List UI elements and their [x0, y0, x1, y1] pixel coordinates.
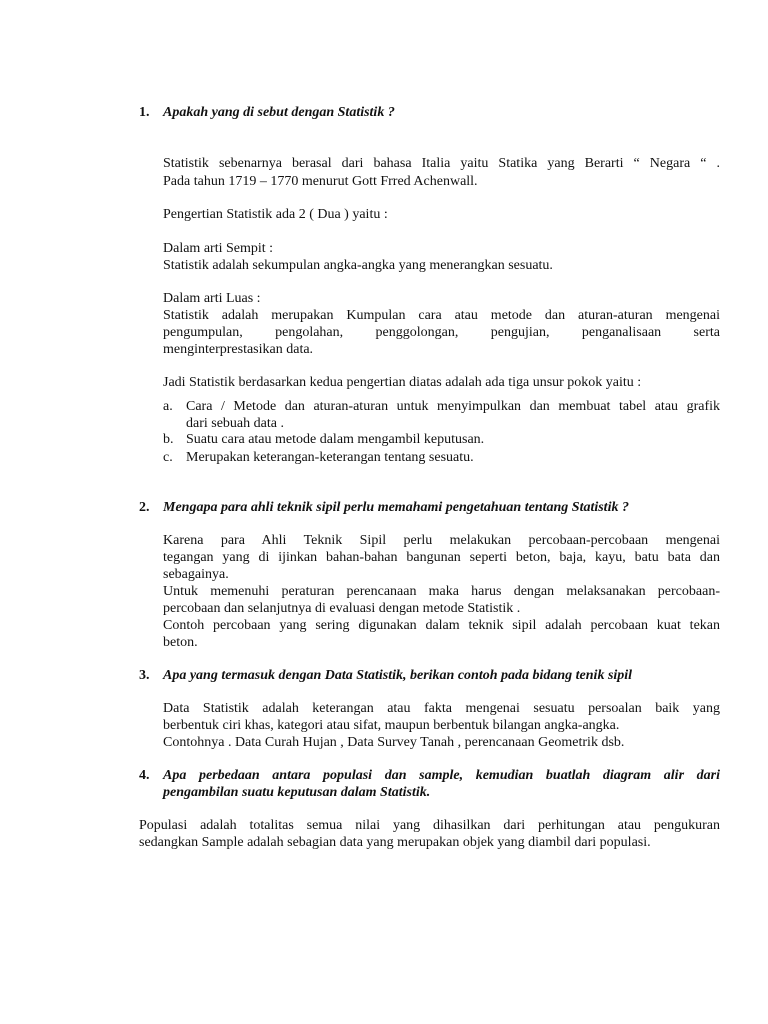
q1-paragraph-line: Pada tahun 1719 – 1770 menurut Gott Frred Achenwall.: [163, 174, 478, 189]
list-item: Merupakan keterangan-keterangan tentang sesuatu.: [186, 450, 474, 465]
question-1-title: Apakah yang di sebut dengan Statistik ?: [163, 105, 395, 120]
q2-answer-line: Karena para Ahli Teknik Sipil perlu melakukan percobaan-percobaan mengenai: [163, 533, 720, 548]
luas-label: Dalam arti Luas :: [163, 291, 261, 306]
question-3-title: Apa yang termasuk dengan Data Statistik, berikan contoh pada bidang tenik sipil: [163, 668, 633, 683]
q2-answer-line: tegangan yang di ijinkan bahan-bahan bangunan seperti beton, baja, kayu, batu bata dan: [163, 550, 720, 565]
q3-answer-line: berbentuk ciri khas, kategori atau sifat, maupun berbentuk bilangan angka-angka.: [163, 718, 620, 733]
sempit-label: Dalam arti Sempit :: [163, 241, 274, 256]
list-item: Cara / Metode dan aturan-aturan untuk menyimpulkan dan membuat tabel atau grafik: [186, 399, 720, 414]
q2-answer-line: Untuk memenuhi peraturan perencanaan maka harus dengan melaksanakan percobaan-: [163, 584, 720, 599]
question-2-number: 2.: [139, 500, 150, 515]
q4-answer-line: sedangkan Sample adalah sebagian data yang merupakan objek yang diambil dari populasi.: [139, 835, 651, 850]
q2-answer-line: sebagainya.: [163, 567, 229, 582]
question-3-number: 3.: [139, 668, 150, 683]
q2-answer-line: percobaan dan selanjutnya di evaluasi dengan metode Statistik .: [163, 601, 521, 616]
question-1-number: 1.: [139, 105, 150, 120]
q3-answer-line: Data Statistik adalah keterangan atau fakta mengenai sesuatu persoalan baik yang: [163, 701, 720, 716]
question-4-title-line: Apa perbedaan antara populasi dan sample, kemudian buatlah diagram alir dari: [163, 768, 720, 783]
sempit-text: Statistik adalah sekumpulan angka-angka yang menerangkan sesuatu.: [163, 258, 553, 273]
q2-answer-line: beton.: [163, 635, 198, 650]
question-2-title: Mengapa para ahli teknik sipil perlu memahami pengetahuan tentang Statistik ?: [163, 500, 629, 515]
q4-answer-line: Populasi adalah totalitas semua nilai yang dihasilkan dari perhitungan atau pengukuran: [139, 818, 720, 833]
list-marker: b.: [163, 432, 174, 447]
luas-text-line: menginterprestasikan data.: [163, 342, 314, 357]
q3-answer-line: Contohnya . Data Curah Hujan , Data Survey Tanah , perencanaan Geometrik dsb.: [163, 735, 625, 750]
q2-answer-line: Contoh percobaan yang sering digunakan dalam teknik sipil adalah percobaan kuat tekan: [163, 618, 720, 633]
question-4-title-line: pengambilan suatu keputusan dalam Statistik.: [163, 785, 431, 800]
luas-text-line: pengumpulan, pengolahan, penggolongan, pengujian, penganalisaan serta: [163, 325, 720, 340]
list-marker: a.: [163, 399, 173, 414]
luas-text-line: Statistik adalah merupakan Kumpulan cara atau metode dan aturan-aturan mengenai: [163, 308, 720, 323]
q1-definition-intro: Pengertian Statistik ada 2 ( Dua ) yaitu :: [163, 207, 388, 222]
list-item: Suatu cara atau metode dalam mengambil keputusan.: [186, 432, 485, 447]
question-4-number: 4.: [139, 768, 150, 783]
list-marker: c.: [163, 450, 173, 465]
q1-conclusion: Jadi Statistik berdasarkan kedua pengertian diatas adalah ada tiga unsur pokok yaitu :: [163, 375, 642, 390]
list-item-continuation: dari sebuah data .: [186, 416, 284, 431]
q1-paragraph-line: Statistik sebenarnya berasal dari bahasa Italia yaitu Statika yang Berarti “ Negara “ .: [163, 156, 720, 171]
